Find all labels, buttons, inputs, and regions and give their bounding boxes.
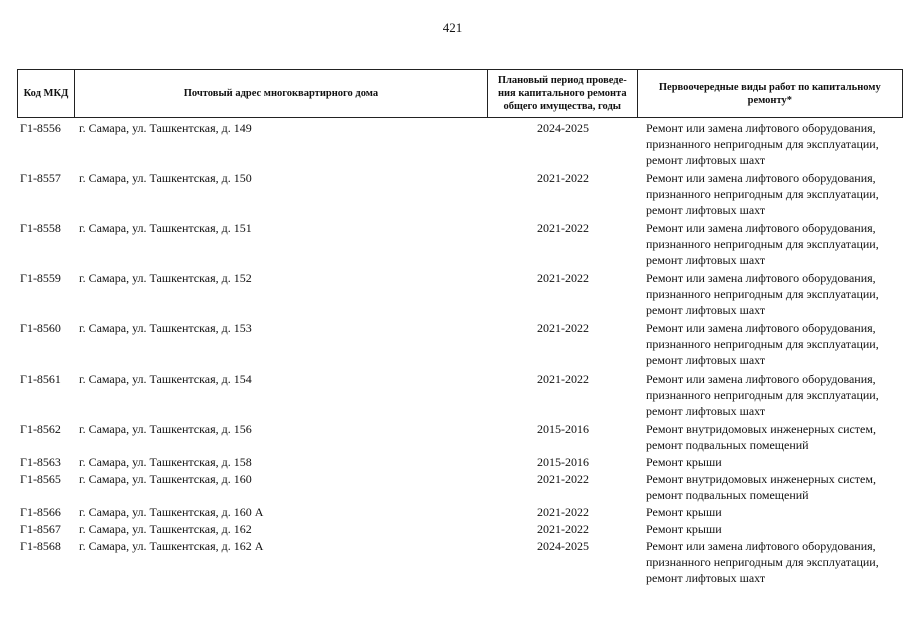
row-works-line: ремонт лифтовых шахт	[646, 303, 766, 317]
row-period: 2021-2022	[537, 472, 589, 486]
row-code: Г1-8565	[20, 472, 61, 486]
row-works-line: признанного непригодным для эксплуатации,	[646, 237, 879, 251]
row-period: 2021-2022	[537, 505, 589, 519]
row-code: Г1-8558	[20, 221, 61, 235]
header-period-line: общего имущества, годы	[503, 101, 621, 112]
row-works-line: Ремонт или замена лифтового оборудования,	[646, 171, 876, 185]
row-period: 2021-2022	[537, 522, 589, 536]
row-code: Г1-8567	[20, 522, 61, 536]
row-address: г. Самара, ул. Ташкентская, д. 156	[79, 422, 252, 436]
row-works-line: ремонт лифтовых шахт	[646, 353, 766, 367]
row-address: г. Самара, ул. Ташкентская, д. 162 А	[79, 539, 264, 553]
row-works-line: признанного непригодным для эксплуатации,	[646, 187, 879, 201]
row-address: г. Самара, ул. Ташкентская, д. 158	[79, 455, 252, 469]
row-works-line: Ремонт или замена лифтового оборудования,	[646, 539, 876, 553]
row-code: Г1-8562	[20, 422, 61, 436]
row-address: г. Самара, ул. Ташкентская, д. 149	[79, 121, 252, 135]
row-code: Г1-8556	[20, 121, 61, 135]
row-code: Г1-8566	[20, 505, 61, 519]
row-works-line: Ремонт или замена лифтового оборудования,	[646, 271, 876, 285]
row-code: Г1-8568	[20, 539, 61, 553]
row-works-line: Ремонт или замена лифтового оборудования,	[646, 121, 876, 135]
row-works-line: ремонт лифтовых шахт	[646, 153, 766, 167]
row-code: Г1-8560	[20, 321, 61, 335]
header-period-line: ния капитального ремонта	[497, 88, 627, 99]
header-works-line: ремонту*	[747, 94, 792, 106]
header-period	[488, 70, 638, 117]
header-address: Почтовый адрес многоквартирного дома	[75, 70, 488, 117]
row-works-line: ремонт лифтовых шахт	[646, 571, 766, 585]
row-period: 2021-2022	[537, 221, 589, 235]
row-works-line: Ремонт крыши	[646, 455, 722, 469]
capital-repair-table	[17, 69, 903, 585]
header-works-line: Первоочередные виды работ по капитальному	[658, 81, 881, 93]
row-works-line: Ремонт внутридомовых инженерных систем,	[646, 422, 876, 436]
row-works-line: Ремонт внутридомовых инженерных систем,	[646, 472, 876, 486]
row-works	[646, 421, 903, 453]
row-works-line: ремонт лифтовых шахт	[646, 404, 766, 418]
row-works-line: ремонт подвальных помещений	[646, 438, 809, 452]
row-period: 2021-2022	[537, 271, 589, 285]
row-works	[646, 320, 903, 368]
row-works-line: признанного непригодным для эксплуатации,	[646, 337, 879, 351]
row-period: 2021-2022	[537, 171, 589, 185]
row-address: г. Самара, ул. Ташкентская, д. 152	[79, 271, 252, 285]
row-works-line: признанного непригодным для эксплуатации,	[646, 555, 879, 569]
row-address: г. Самара, ул. Ташкентская, д. 160 А	[79, 505, 264, 519]
row-works-line: ремонт лифтовых шахт	[646, 253, 766, 267]
row-works	[646, 471, 903, 503]
row-works-line: Ремонт или замена лифтового оборудования,	[646, 321, 876, 335]
row-works-line: признанного непригодным для эксплуатации,	[646, 287, 879, 301]
row-works	[646, 270, 903, 318]
row-works-line: Ремонт или замена лифтового оборудования,	[646, 372, 876, 386]
row-works	[646, 170, 903, 218]
row-works	[646, 371, 903, 419]
row-period: 2021-2022	[537, 372, 589, 386]
row-works-line: ремонт лифтовых шахт	[646, 203, 766, 217]
row-works	[646, 120, 903, 168]
row-code: Г1-8563	[20, 455, 61, 469]
row-period: 2015-2016	[537, 455, 589, 469]
page-number: 421	[442, 20, 463, 35]
row-works-line: признанного непригодным для эксплуатации,	[646, 137, 879, 151]
row-address: г. Самара, ул. Ташкентская, д. 162	[79, 522, 252, 536]
row-address: г. Самара, ул. Ташкентская, д. 150	[79, 171, 252, 185]
row-works-line: Ремонт крыши	[646, 522, 722, 536]
header-works	[638, 70, 902, 117]
row-address: г. Самара, ул. Ташкентская, д. 153	[79, 321, 252, 335]
row-works	[646, 454, 903, 470]
row-period: 2024-2025	[537, 539, 589, 553]
row-address: г. Самара, ул. Ташкентская, д. 160	[79, 472, 252, 486]
row-code: Г1-8557	[20, 171, 61, 185]
row-works-line: Ремонт крыши	[646, 505, 722, 519]
table-header	[17, 69, 903, 118]
row-works-line: Ремонт или замена лифтового оборудования,	[646, 221, 876, 235]
row-works	[646, 220, 903, 268]
row-works-line: признанного непригодным для эксплуатации,	[646, 388, 879, 402]
row-period: 2021-2022	[537, 321, 589, 335]
row-period: 2024-2025	[537, 121, 589, 135]
row-works-line: ремонт подвальных помещений	[646, 488, 809, 502]
header-period-line: Плановый период проведе-	[497, 75, 627, 86]
row-works	[646, 521, 903, 537]
row-works	[646, 504, 903, 520]
row-address: г. Самара, ул. Ташкентская, д. 154	[79, 372, 252, 386]
row-address: г. Самара, ул. Ташкентская, д. 151	[79, 221, 252, 235]
row-period: 2015-2016	[537, 422, 589, 436]
row-code: Г1-8561	[20, 372, 61, 386]
row-works	[646, 538, 903, 586]
header-code: Код МКД	[18, 70, 75, 117]
row-code: Г1-8559	[20, 271, 61, 285]
